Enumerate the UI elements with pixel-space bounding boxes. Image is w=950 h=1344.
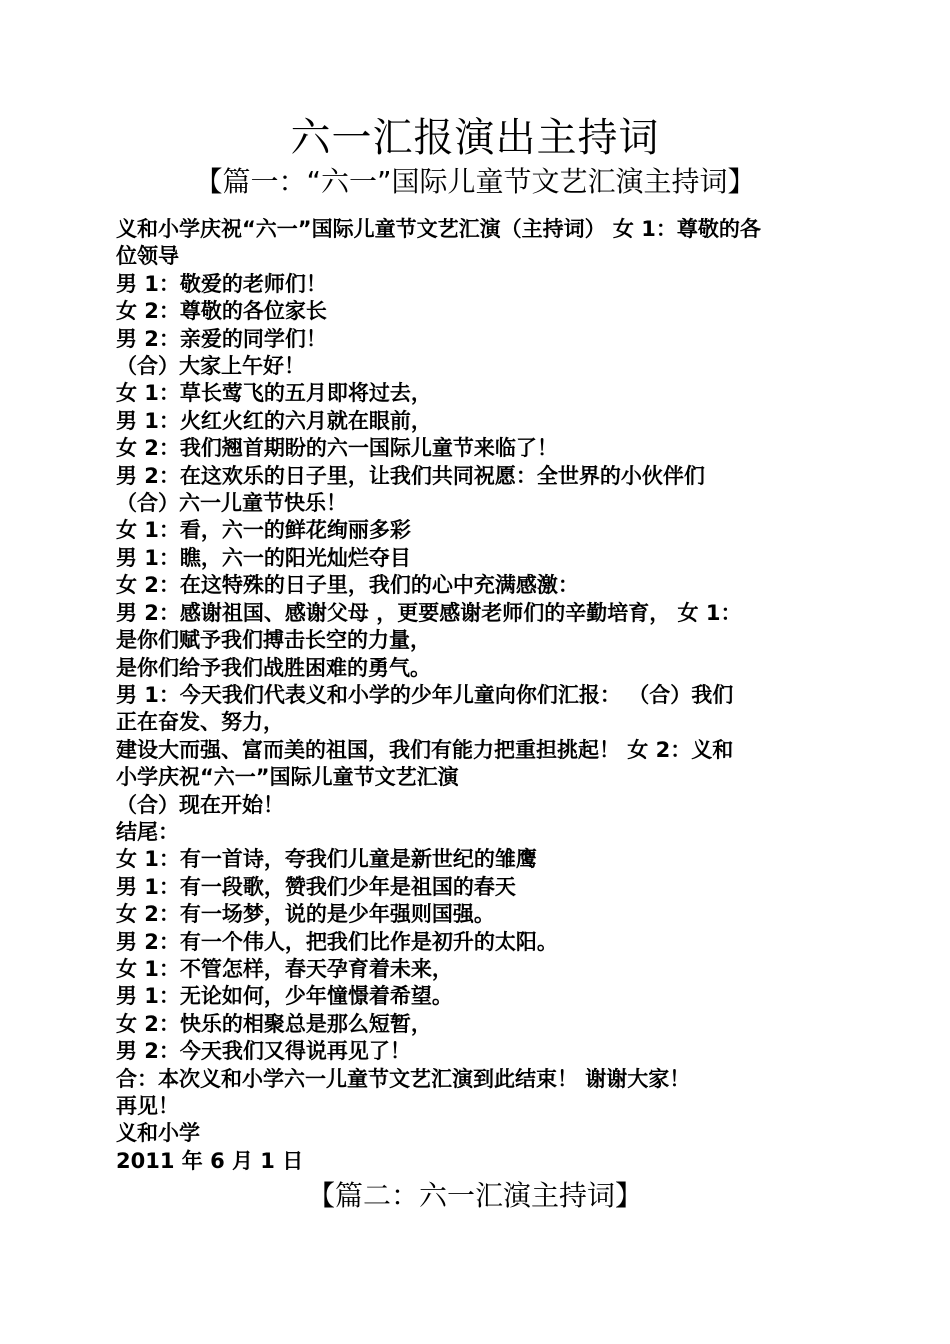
section-heading-part-two: 【篇二：六一汇演主持词】 — [306, 1179, 643, 1212]
text-line: 男 2：在这欢乐的日子里，让我们共同祝愿：全世界的小伙伴们 — [116, 463, 705, 488]
text-line: 女 1：有一首诗，夸我们儿童是新世纪的雏鹰 — [116, 847, 537, 872]
text-line: 是你们赋予我们搏击长空的力量， — [116, 628, 431, 653]
text-line: 男 1：今天我们代表义和小学的少年儿童向你们汇报： （合）我们 — [116, 682, 734, 707]
document-title: 六一汇报演出主持词 — [290, 115, 660, 161]
text-line: 男 2：感谢祖国、感谢父母 ，更要感谢老师们的辛勤培育， 女 1： — [116, 600, 742, 625]
text-line: （合）六一儿童节快乐！ — [116, 491, 347, 516]
text-line: 男 1：敬爱的老师们！ — [116, 271, 327, 296]
text-line: 男 2：亲爱的同学们！ — [116, 326, 327, 351]
text-line: 建设大而强、富而美的祖国，我们有能力把重担挑起！ 女 2：义和 — [116, 737, 734, 762]
text-line: 男 1：瞧，六一的阳光灿烂夺目 — [116, 545, 411, 570]
text-line: 合：本次义和小学六一儿童节文艺汇演到此结束！ 谢谢大家！ — [116, 1066, 691, 1091]
text-line: 是你们给予我们战胜困难的勇气。 — [116, 655, 431, 680]
text-line: 女 1：看，六一的鲜花绚丽多彩 — [116, 518, 411, 543]
text-line: 男 1：无论如何，少年憧憬着希望。 — [116, 984, 453, 1009]
text-line: 男 2：今天我们又得说再见了！ — [116, 1039, 411, 1064]
text-line: 小学庆祝“六一”国际儿童节文艺汇演 — [116, 765, 459, 790]
text-line: 男 2：有一个伟人，把我们比作是初升的太阳。 — [116, 929, 558, 954]
text-line: 女 2：我们翘首期盼的六一国际儿童节来临了！ — [116, 436, 558, 461]
signature-date: 2011 年 6 月 1 日 — [116, 1148, 304, 1173]
text-line: （合）现在开始！ — [116, 792, 284, 817]
text-line: 女 1：不管怎样，春天孕育着未来， — [116, 956, 453, 981]
text-line: 女 2：快乐的相聚总是那么短暂， — [116, 1011, 432, 1036]
text-line: 女 2：有一场梦，说的是少年强则国强。 — [116, 902, 495, 927]
text-line: 义和小学庆祝“六一”国际儿童节文艺汇演（主持词） 女 1：尊敬的各 — [116, 217, 761, 241]
text-line: 结尾： — [116, 819, 179, 844]
text-line: （合）大家上午好！ — [116, 354, 305, 379]
text-line: 女 2：尊敬的各位家长 — [116, 299, 327, 324]
text-line: 正在奋发、努力， — [116, 710, 284, 735]
text-line: 再见！ — [116, 1094, 179, 1118]
script-body — [116, 216, 846, 1175]
section-heading-part-one: 【篇一：“六一”国际儿童节文艺汇演主持词】 — [194, 165, 756, 198]
text-line: 女 1：草长莺飞的五月即将过去， — [116, 381, 432, 406]
text-line: 男 1：火红火红的六月就在眼前， — [116, 408, 432, 433]
signature-school: 义和小学 — [116, 1121, 200, 1146]
text-line: 男 1：有一段歌，赞我们少年是祖国的春天 — [116, 874, 516, 899]
text-line: 女 2：在这特殊的日子里，我们的心中充满感激： — [116, 573, 579, 598]
text-line: 位领导 — [116, 244, 179, 269]
